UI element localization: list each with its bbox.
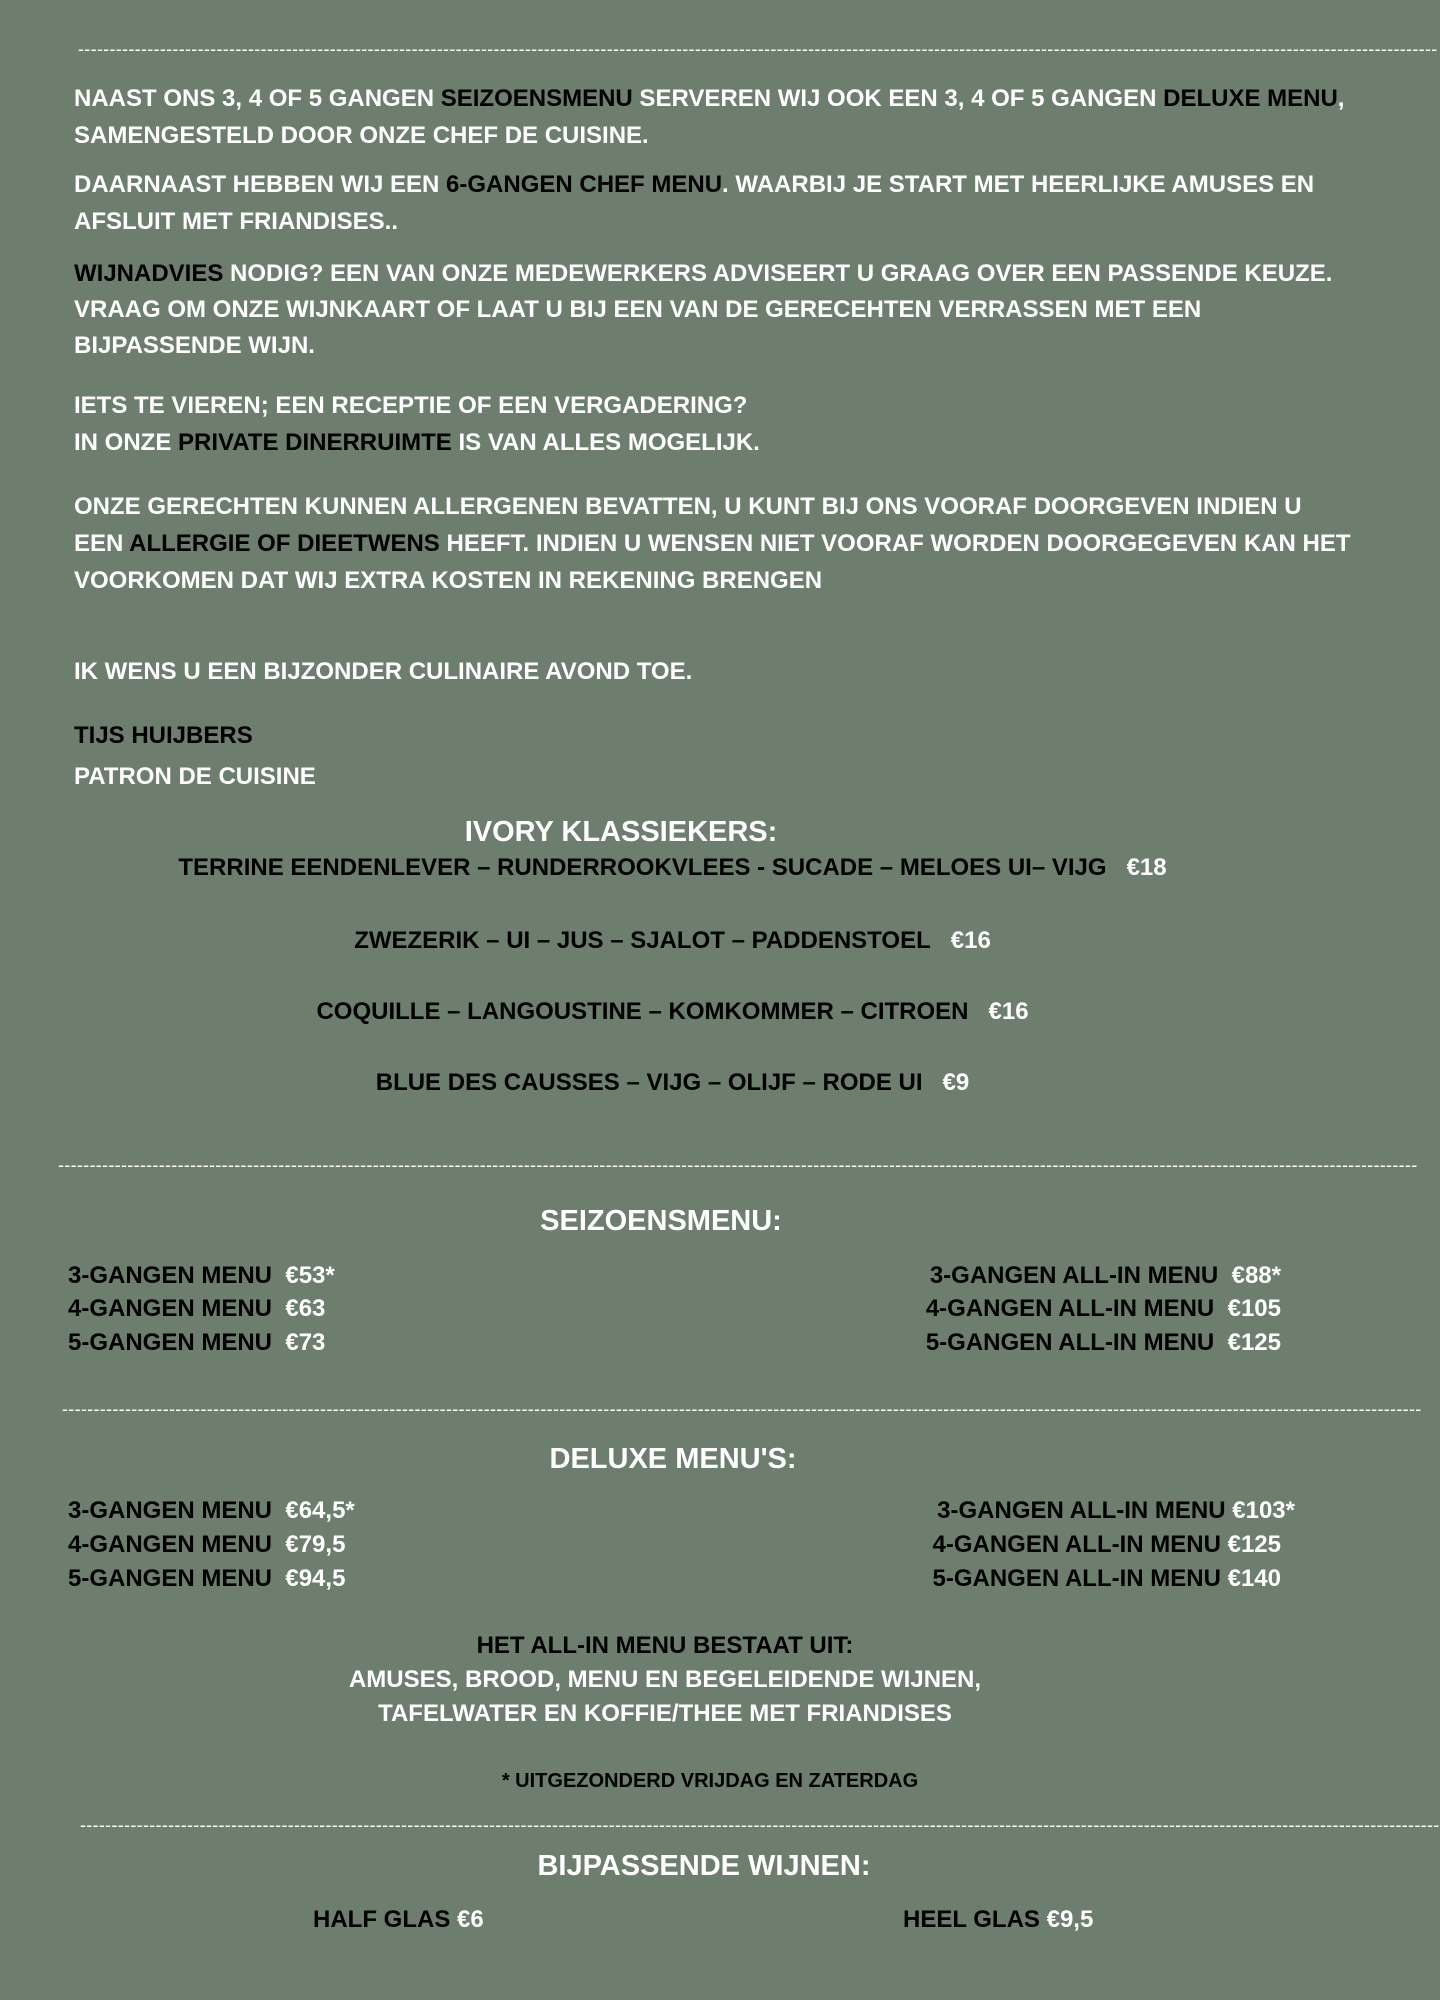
allin-line-2: TAFELWATER EN KOFFIE/THEE MET FRIANDISES (378, 1700, 952, 1727)
allin-heading: HET ALL-IN MENU BESTAAT UIT: (476, 1632, 854, 1659)
deluxe-title: DELUXE MENU'S: (549, 1443, 797, 1475)
seizoensmenu-highlight: SEIZOENSMENU (440, 85, 633, 112)
wine-half-glass: HALF GLAS €6 (313, 1906, 484, 1933)
chef-menu-highlight: 6-GANGEN CHEF MENU (446, 171, 723, 198)
deluxe-left-row: 5-GANGEN MENU €94,5 (68, 1565, 346, 1592)
wine-full-glass: HEEL GLAS €9,5 (903, 1906, 1094, 1933)
divider-seasonal: ------------------------------------------------------------------------------------------------------------------------------------------------------------------------------------------------------------------------ (62, 1399, 1422, 1419)
dish-item: BLUE DES CAUSSES – VIJG – OLIJF – RODE UI €9 (375, 1069, 970, 1096)
deluxe-right-row: 4-GANGEN ALL-IN MENU €125 (932, 1531, 1281, 1558)
classics-title: IVORY KLASSIEKERS: (464, 816, 778, 848)
intro-p5: ONZE GERECHTEN KUNNEN ALLERGENEN BEVATTEN, U KUNT BIJ ONS VOORAF DOORGEVEN INDIEN U EEN ALLERGIE OF DIEETWENS HEEFT. INDIEN U WENSEN NIET VOORAF WORDEN DOORGEGEVEN KAN HET VOORKOMEN DAT WIJ EXTRA KOSTEN IN REKENING BRENGEN (74, 493, 1351, 594)
seasonal-left-row: 3-GANGEN MENU €53* (68, 1262, 335, 1289)
allergie-highlight: ALLERGIE OF DIEETWENS (129, 530, 440, 557)
seasonal-right-row: 5-GANGEN ALL-IN MENU €125 (925, 1329, 1281, 1356)
dish-item: COQUILLE – LANGOUSTINE – KOMKOMMER – CITROEN €16 (316, 998, 1029, 1025)
divider-deluxe: ------------------------------------------------------------------------------------------------------------------------------------------------------------------------------------------------------------------------ (80, 1815, 1440, 1835)
seasonal-left-row: 4-GANGEN MENU €63 (68, 1295, 326, 1322)
intro-p6: IK WENS U EEN BIJZONDER CULINAIRE AVOND TOE. (74, 658, 693, 685)
private-dinerruimte-highlight: PRIVATE DINERRUIMTE (178, 429, 452, 456)
dish-item: TERRINE EENDENLEVER – RUNDERROOKVLEES - SUCADE – MELOES UI– VIJG €18 (178, 854, 1167, 881)
seasonal-right-row: 3-GANGEN ALL-IN MENU €88* (929, 1262, 1281, 1289)
seasonal-right-row: 4-GANGEN ALL-IN MENU €105 (925, 1295, 1281, 1322)
dish-item: ZWEZERIK – UI – JUS – SJALOT – PADDENSTOEL €16 (354, 927, 991, 954)
deluxe-left-row: 4-GANGEN MENU €79,5 (68, 1531, 346, 1558)
signature-name: TIJS HUIJBERS (74, 722, 253, 749)
divider-classics: ------------------------------------------------------------------------------------------------------------------------------------------------------------------------------------------------------------------------ (58, 1155, 1418, 1175)
seasonal-left-row: 5-GANGEN MENU €73 (68, 1329, 326, 1356)
footnote: * UITGEZONDERD VRIJDAG EN ZATERDAG (501, 1770, 919, 1792)
intro-p1: NAAST ONS 3, 4 OF 5 GANGEN SEIZOENSMENU SERVEREN WIJ OOK EEN 3, 4 OF 5 GANGEN DELUXE MENU, SAMENGESTELD DOOR ONZE CHEF DE CUISINE. (74, 85, 1345, 149)
deluxe-right-row: 3-GANGEN ALL-IN MENU €103* (937, 1497, 1295, 1524)
deluxe-right-row: 5-GANGEN ALL-IN MENU €140 (932, 1565, 1281, 1592)
wijnadvies-highlight: WIJNADVIES (74, 260, 224, 287)
intro-p4: IETS TE VIEREN; EEN RECEPTIE OF EEN VERGADERING? IN ONZE PRIVATE DINERRUIMTE IS VAN ALLES MOGELIJK. (74, 392, 760, 456)
intro-p2: DAARNAAST HEBBEN WIJ EEN 6-GANGEN CHEF MENU. WAARBIJ JE START MET HEERLIJKE AMUSES EN AFSLUIT MET FRIANDISES.. (74, 171, 1315, 235)
signature-title: PATRON DE CUISINE (74, 763, 316, 790)
divider-top: ------------------------------------------------------------------------------------------------------------------------------------------------------------------------------------------------------------------------ (78, 39, 1438, 59)
allin-line-1: AMUSES, BROOD, MENU EN BEGELEIDENDE WIJNEN, (348, 1666, 982, 1693)
seasonal-title: SEIZOENSMENU: (540, 1205, 782, 1237)
deluxe-menu-highlight: DELUXE MENU (1163, 85, 1338, 112)
deluxe-left-row: 3-GANGEN MENU €64,5* (68, 1497, 355, 1524)
intro-p3: WIJNADVIES NODIG? EEN VAN ONZE MEDEWERKERS ADVISEERT U GRAAG OVER EEN PASSENDE KEUZE. VRAAG OM ONZE WIJNKAART OF LAAT U BIJ EEN VAN DE GERECEHTEN VERRASSEN MET EEN BIJPASSENDE WIJN. (74, 260, 1333, 359)
wines-title: BIJPASSENDE WIJNEN: (537, 1850, 871, 1882)
